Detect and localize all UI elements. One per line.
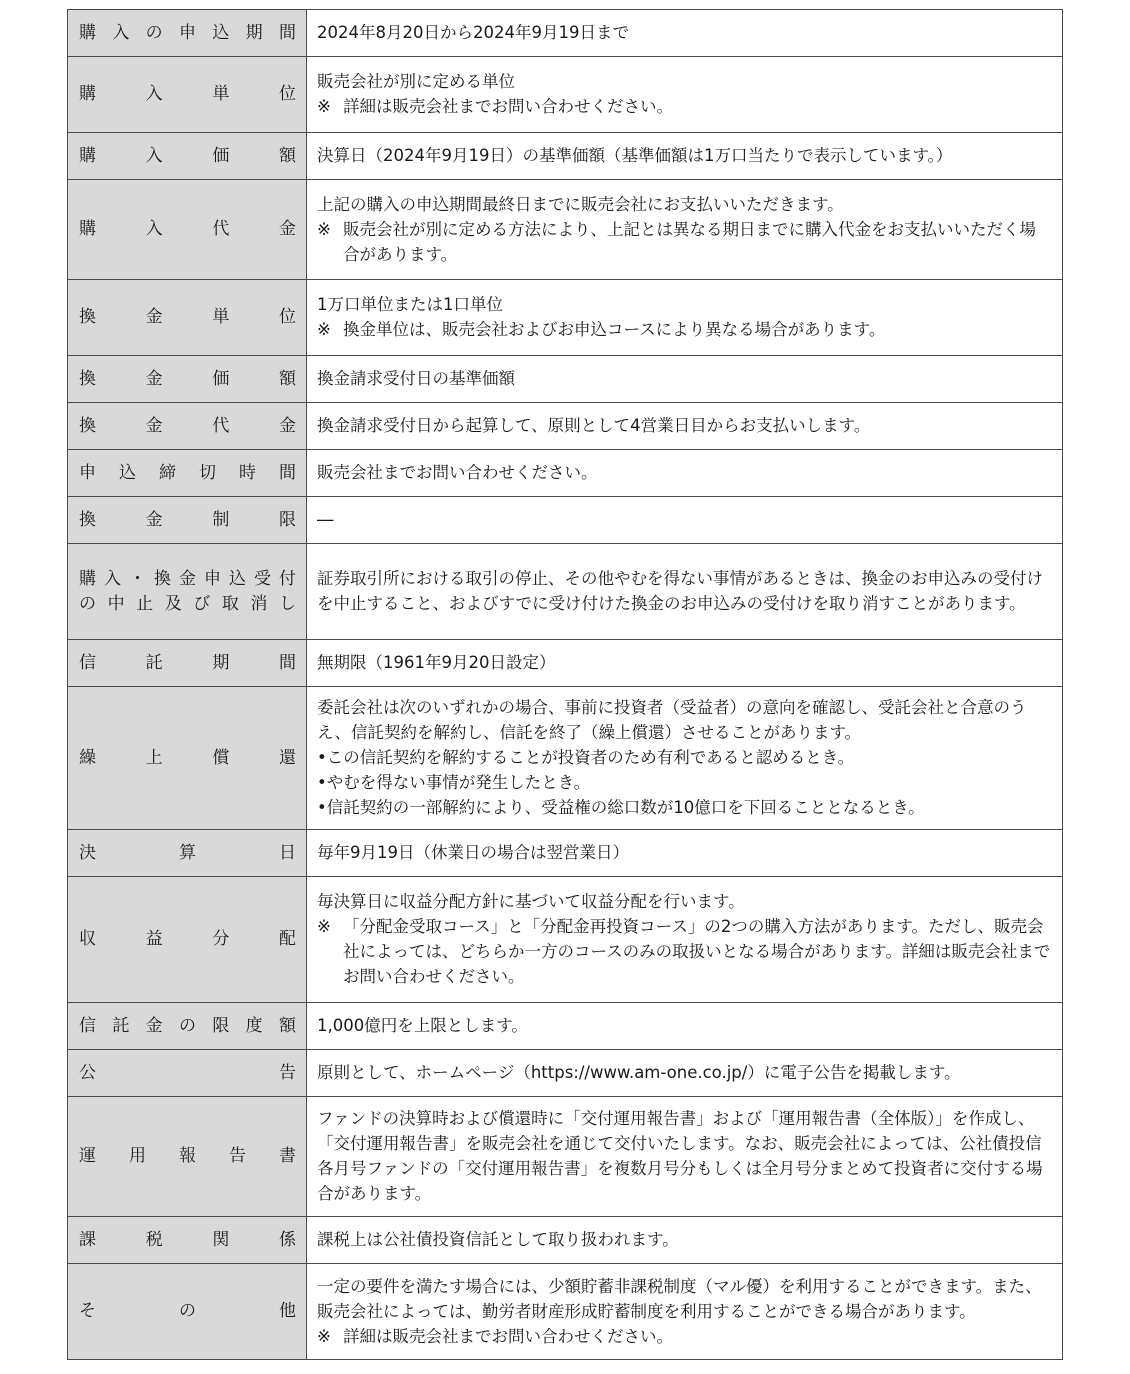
table-row [68, 1097, 1063, 1217]
row-value-text: 毎年9月19日（休業日の場合は翌営業日） [317, 843, 629, 862]
note-mark: ※ [317, 917, 331, 936]
row-label-cell [68, 830, 307, 877]
row-value-cell [307, 497, 1063, 544]
row-label: 信託期間 [79, 652, 296, 673]
table-row [68, 687, 1063, 830]
row-label-cell [68, 403, 307, 450]
row-value-cell [307, 450, 1063, 497]
row-label: 繰上償還 [79, 747, 296, 768]
row-value-cell [307, 356, 1063, 403]
row-value-text: 決算日（2024年9月19日）の基準価額（基準価額は1万口当たりで表示しています。） [317, 146, 953, 165]
row-label-cell [68, 1097, 307, 1217]
row-label-cell [68, 877, 307, 1003]
note-text [317, 317, 1052, 342]
row-value-text: 2024年8月20日から2024年9月19日まで [317, 23, 629, 42]
row-label: 決算日 [79, 842, 296, 863]
note-mark: ※ [317, 320, 331, 339]
note-body: 「分配金受取コース」と「分配金再投資コース」の2つの購入方法があります。ただし、販売会社によっては、どちらか一方のコースのみの取扱いとなる場合があります。詳細は販売会社までお問い合わせください。 [343, 917, 1051, 986]
table-row [68, 877, 1063, 1003]
row-value-cell [307, 1003, 1063, 1050]
fund-terms-table-body [68, 10, 1063, 1360]
row-value-text: 1万口単位または1口単位 [317, 295, 503, 314]
row-value-text: •信託契約の一部解約により、受益権の総口数が10億口を下回ることとなるとき。 [317, 798, 925, 817]
row-label: 換金代金 [79, 415, 296, 436]
row-value-text: 上記の購入の申込期間最終日までに販売会社にお支払いいただきます。 [317, 194, 844, 214]
row-label-cell [68, 544, 307, 640]
row-label-cell [68, 10, 307, 57]
row-label-cell [68, 640, 307, 687]
row-value-text: 1,000億円を上限とします。 [317, 1016, 528, 1035]
row-label: 換金制限 [79, 509, 296, 530]
row-label: 購入・換金申込受付 [79, 568, 296, 589]
row-value-text: 換金請求受付日の基準価額 [317, 369, 515, 388]
row-value-text: •やむを得ない事情が発生したとき。 [317, 773, 591, 792]
row-value-cell [307, 687, 1063, 830]
note-mark: ※ [317, 1326, 331, 1346]
row-value-cell [307, 1217, 1063, 1264]
row-label: その他 [79, 1301, 296, 1321]
table-row [68, 1003, 1063, 1050]
row-value-cell [307, 10, 1063, 57]
row-value-text: 証券取引所における取引の停止、その他やむを得ない事情があるときは、換金のお申込みの受付けを中止すること、およびすでに受け付けた換金のお申込みの受付けを取り消すことがあります。 [317, 569, 1043, 613]
table-row [68, 544, 1063, 640]
table-row [68, 180, 1063, 280]
table-row [68, 1050, 1063, 1097]
note-body: 販売会社が別に定める方法により、上記とは異なる期日までに購入代金をお支払いいただく場合があります。 [343, 219, 1036, 264]
row-value-cell [307, 544, 1063, 640]
fund-terms-table [67, 9, 1063, 1360]
row-value-cell [307, 180, 1063, 280]
row-value-cell [307, 403, 1063, 450]
row-label: 購入価額 [79, 145, 296, 166]
table-row [68, 640, 1063, 687]
table-row [68, 403, 1063, 450]
row-label: の中止及び取消し [79, 593, 296, 614]
table-row [68, 450, 1063, 497]
row-value-text: 換金請求受付日から起算して、原則として4営業日目からお支払いします。 [317, 416, 871, 435]
row-value-cell [307, 1264, 1063, 1360]
row-label: 換金単位 [79, 307, 296, 327]
note-text [317, 914, 1052, 989]
note-body: 詳細は販売会社までお問い合わせください。 [343, 1326, 673, 1346]
row-value-text: 毎決算日に収益分配方針に基づいて収益分配を行います。 [317, 892, 745, 911]
row-value-text: 無期限（1961年9月20日設定） [317, 653, 556, 672]
table-row [68, 830, 1063, 877]
row-label: 換金価額 [79, 368, 296, 389]
row-label-cell [68, 1003, 307, 1050]
row-label-cell [68, 497, 307, 544]
row-value-cell [307, 1050, 1063, 1097]
note-mark: ※ [317, 219, 331, 239]
table-row [68, 280, 1063, 356]
row-label: 運用報告書 [79, 1146, 296, 1166]
row-value-text: •この信託契約を解約することが投資者のため有利であると認めるとき。 [317, 748, 855, 767]
note-body: 詳細は販売会社までお問い合わせください。 [343, 97, 673, 116]
row-label: 申込締切時間 [79, 462, 296, 483]
table-row [68, 1264, 1063, 1360]
row-label-cell [68, 57, 307, 133]
table-row [68, 497, 1063, 544]
row-value-text: 一定の要件を満たす場合には、少額貯蓄非課税制度（マル優）を利用することができます。また、販売会社によっては、勤労者財産形成貯蓄制度を利用することができる場合があります。 [317, 1276, 1042, 1321]
row-label: 信託金の限度額 [79, 1015, 296, 1036]
row-label-cell [68, 1050, 307, 1097]
table-row [68, 57, 1063, 133]
note-text [317, 1324, 1052, 1349]
row-value-text: 課税上は公社債投資信託として取り扱われます。 [317, 1230, 679, 1249]
row-value-cell [307, 280, 1063, 356]
note-text [317, 217, 1052, 267]
row-label-cell [68, 1217, 307, 1264]
row-value-text: 販売会社が別に定める単位 [317, 72, 515, 91]
row-value-text: ファンドの決算時および償還時に「交付運用報告書」および「運用報告書（全体版）」を作成し、「交付運用報告書」を販売会社を通じて交付いたします。なお、販売会社によっては、公社債投信各月号ファンドの「交付運用報告書」を複数月号分もしくは全月号分まとめて投資者に交付する場合があります。 [317, 1109, 1043, 1203]
row-label-cell [68, 180, 307, 280]
row-label-cell [68, 687, 307, 830]
row-value-cell [307, 1097, 1063, 1217]
row-value-cell [307, 57, 1063, 133]
table-row [68, 133, 1063, 180]
row-label: 購入の申込期間 [79, 22, 296, 43]
row-value-text: 委託会社は次のいずれかの場合、事前に投資者（受益者）の意向を確認し、受託会社と合意のうえ、信託契約を解約し、信託を終了（繰上償還）させることがあります。 [317, 698, 1027, 742]
row-label: 購入単位 [79, 84, 296, 104]
row-label-cell [68, 1264, 307, 1360]
table-row [68, 10, 1063, 57]
row-value-cell [307, 877, 1063, 1003]
row-value-text: ― [317, 510, 334, 529]
table-row [68, 1217, 1063, 1264]
row-value-text: 原則として、ホームページ（https://www.am-one.co.jp/）に電子公告を掲載します。 [317, 1063, 961, 1082]
row-value-cell [307, 830, 1063, 877]
row-label: 課税関係 [79, 1229, 296, 1250]
note-body: 換金単位は、販売会社およびお申込コースにより異なる場合があります。 [343, 320, 886, 339]
row-value-cell [307, 640, 1063, 687]
row-value-cell [307, 133, 1063, 180]
row-label-cell [68, 133, 307, 180]
row-label-cell [68, 280, 307, 356]
note-mark: ※ [317, 97, 331, 116]
row-label: 購入代金 [79, 219, 296, 239]
note-text [317, 94, 1052, 119]
row-label: 公告 [79, 1062, 296, 1083]
row-label: 収益分配 [79, 929, 296, 949]
row-label-cell [68, 356, 307, 403]
row-label-cell [68, 450, 307, 497]
row-value-text: 販売会社までお問い合わせください。 [317, 463, 598, 482]
table-row [68, 356, 1063, 403]
